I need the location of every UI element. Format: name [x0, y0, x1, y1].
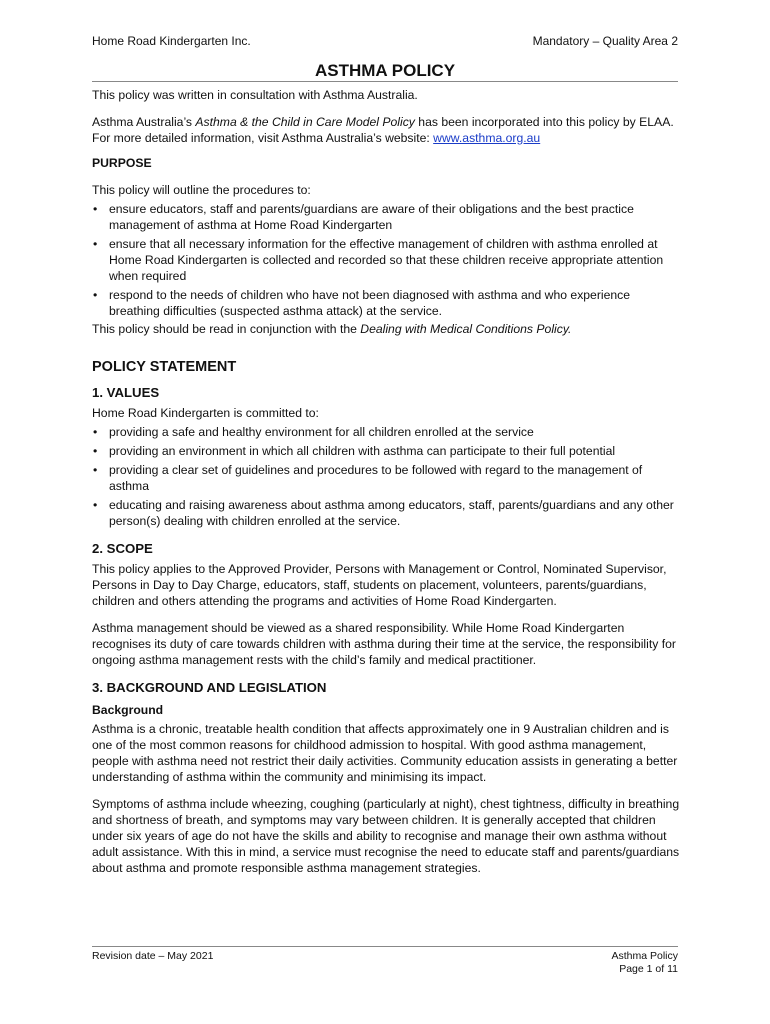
- page-title: ASTHMA POLICY: [314, 61, 456, 80]
- conjunction-text: This policy should be read in conjunction with the: [92, 322, 361, 336]
- document-body: [92, 87, 682, 876]
- values-lead: Home Road Kindergarten is committed to:: [92, 406, 319, 420]
- scope-paragraph-1: This policy applies to the Approved Provider, Persons with Management or Control, Nominated Supervisor, Persons in Day to Day Charge, educators, staff, students on placement, volunteers, parents/guardians, children and others attending the programs and activities of Home Road Kindergarten.: [92, 562, 667, 608]
- list-item: • ensure that all necessary information for the effective management of children with asthma enrolled at Home Road Kindergarten is collected and recorded so that these children receive appropriate attention when required: [92, 236, 682, 284]
- purpose-heading: PURPOSE: [92, 156, 152, 170]
- background-paragraph-2: Symptoms of asthma include wheezing, coughing (particularly at night), chest tightness, difficulty in breathing and shortness of breath, and symptoms may vary between children. It is generally accepted that children under six years of age do not have the skills and ability to recognise and manage their own asthma without adult assistance. With this in mind, a service must recognise the need to educate staff and parents/guardians about asthma and promote responsible asthma management strategies.: [92, 797, 680, 875]
- list-item: • educating and raising awareness about asthma among educators, staff, parents/guardians and any other person(s) dealing with children enrolled at the service.: [92, 497, 682, 529]
- list-item: • providing a safe and healthy environment for all children enrolled at the service: [92, 424, 682, 440]
- header-organisation: Home Road Kindergarten Inc.: [92, 34, 251, 48]
- footer-divider: [92, 946, 678, 947]
- values-list: [92, 424, 682, 529]
- footer-doc-name: Asthma Policy: [611, 950, 678, 962]
- scope-heading: 2. SCOPE: [92, 541, 153, 556]
- list-item: • ensure educators, staff and parents/guardians are aware of their obligations and the best practice management of asthma at Home Road Kindergarten: [92, 201, 682, 233]
- background-heading: 3. BACKGROUND AND LEGISLATION: [92, 680, 327, 695]
- scope-paragraph-2: Asthma management should be viewed as a shared responsibility. While Home Road Kindergarten recognises its duty of care towards children with asthma during their time at the service, the responsibility for ongoing asthma management rests with the child’s family and medical practitioner.: [92, 621, 676, 667]
- list-item: • respond to the needs of children who have not been diagnosed with asthma and who experience breathing difficulties (suspected asthma attack) at the service.: [92, 287, 682, 319]
- revision-date: Revision date – May 2021: [92, 950, 214, 962]
- conjunction-note: [92, 321, 682, 337]
- footer-right: [611, 950, 678, 976]
- page-header: [92, 34, 678, 50]
- policy-statement-heading: POLICY STATEMENT: [92, 359, 237, 375]
- intro-text-cont: has been incorporated into this policy by ELAA. For more detailed information, visit Asthma Australia’s website:: [92, 115, 674, 145]
- background-subheading: Background: [92, 703, 164, 717]
- intro-paragraph: [92, 114, 682, 146]
- intro-line: This policy was written in consultation with Asthma Australia.: [92, 88, 418, 102]
- header-category: Mandatory – Quality Area 2: [532, 34, 678, 48]
- title-divider: [92, 81, 678, 82]
- background-paragraph-1: Asthma is a chronic, treatable health condition that affects approximately one in 9 Australian children and is one of the most common reasons for childhood admission to hospital. With good asthma management, people with asthma need not restrict their daily activities. Community education assists in generating a better understanding of asthma within the community and minimising its impact.: [92, 722, 678, 784]
- list-item: • providing an environment in which all children with asthma can participate to their full potential: [92, 443, 682, 459]
- model-policy-title: Asthma & the Child in Care Model Policy: [195, 115, 415, 129]
- purpose-lead: This policy will outline the procedures to:: [92, 183, 311, 197]
- related-policy-title: Dealing with Medical Conditions Policy.: [360, 322, 572, 336]
- page-number: Page 1 of 11: [619, 963, 678, 975]
- purpose-list: [92, 201, 682, 319]
- asthma-website-link[interactable]: www.asthma.org.au: [433, 131, 541, 145]
- list-item: • providing a clear set of guidelines and procedures to be followed with regard to the management of asthma: [92, 462, 682, 494]
- intro-text: Asthma Australia’s: [92, 115, 196, 129]
- values-heading: 1. VALUES: [92, 385, 160, 400]
